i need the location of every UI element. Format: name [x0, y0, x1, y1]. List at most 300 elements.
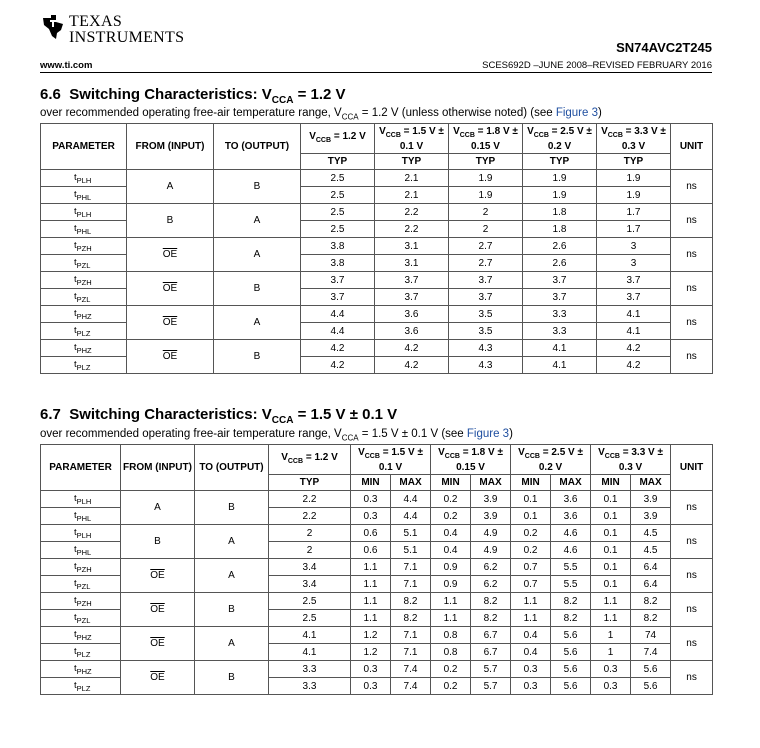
col-vccb-1	[301, 124, 375, 154]
param-symbol: t	[74, 290, 77, 302]
document-id: SCES692D –JUNE 2008–REVISED FEBRUARY 2016	[482, 60, 712, 71]
col-parameter: PARAMETER	[41, 445, 121, 491]
value-cell: 2	[269, 525, 351, 542]
param-symbol: t	[74, 560, 77, 572]
value-cell: 0.3	[351, 678, 391, 695]
param-subscript: PLZ	[76, 328, 91, 338]
unit-cell: ns	[671, 306, 713, 340]
value-cell: 5.6	[631, 678, 671, 695]
value-cell: 1.1	[431, 610, 471, 627]
value-cell: 4.1	[523, 340, 597, 357]
value-cell: 5.6	[631, 661, 671, 678]
unit-cell: ns	[671, 661, 713, 695]
value-cell: 6.7	[471, 627, 511, 644]
value-cell: 0.3	[511, 678, 551, 695]
value-cell: 3.4	[269, 559, 351, 576]
param-symbol: t	[74, 171, 77, 183]
unit-cell: ns	[671, 238, 713, 272]
to-cell: A	[195, 525, 269, 559]
col-typ: TYP	[449, 154, 523, 170]
brand-line2: INSTRUMENTS	[69, 29, 185, 46]
vccb-value: = 3.3 V ± 0.3 V	[621, 125, 666, 152]
to-cell: A	[214, 306, 301, 340]
value-cell: 2	[449, 204, 523, 221]
title-suffix: = 1.2 V	[293, 86, 346, 103]
from-value: B	[166, 215, 174, 226]
param-cell	[41, 610, 121, 627]
value-cell: 4.6	[551, 525, 591, 542]
value-cell: 1.9	[523, 170, 597, 187]
param-symbol: t	[74, 594, 77, 606]
desc-close: )	[598, 107, 602, 119]
value-cell: 0.1	[511, 508, 551, 525]
value-cell: 0.1	[591, 559, 631, 576]
value-cell: 0.9	[431, 576, 471, 593]
value-cell: 2.1	[375, 170, 449, 187]
unit-cell: ns	[671, 627, 713, 661]
value-cell: 4.2	[301, 357, 375, 374]
value-cell: 3	[597, 238, 671, 255]
vccb-symbol: V	[379, 125, 386, 137]
value-cell: 2.2	[375, 204, 449, 221]
value-cell: 5.1	[391, 525, 431, 542]
from-value: A	[166, 181, 174, 192]
param-cell	[41, 542, 121, 559]
param-subscript: PHZ	[76, 666, 92, 676]
value-cell: 0.1	[591, 525, 631, 542]
unit-cell: ns	[671, 272, 713, 306]
section-6-7-title	[40, 406, 397, 426]
value-cell: 0.1	[591, 508, 631, 525]
value-cell: 3.9	[471, 508, 511, 525]
param-cell	[41, 525, 121, 542]
desc-suffix: = 1.2 V (unless otherwise noted) (see	[358, 107, 556, 119]
value-cell: 3.8	[301, 255, 375, 272]
col-vccb-4	[523, 124, 597, 154]
table-row	[41, 306, 713, 323]
value-cell: 0.7	[511, 559, 551, 576]
value-cell: 4.9	[471, 542, 511, 559]
value-cell: 4.2	[301, 340, 375, 357]
param-subscript: PHZ	[76, 311, 92, 321]
from-value: $\overline{OE}$	[162, 351, 178, 362]
from-cell	[127, 340, 214, 374]
vccb-subscript: CCB	[524, 452, 540, 460]
value-cell: 1.9	[597, 170, 671, 187]
value-cell: 8.2	[471, 610, 511, 627]
col-vccb-2	[351, 445, 431, 475]
value-cell: 2.7	[449, 255, 523, 272]
col-max: MAX	[631, 475, 671, 491]
param-symbol: t	[74, 628, 77, 640]
vccb-symbol: V	[598, 446, 605, 458]
value-cell: 4.2	[597, 340, 671, 357]
col-typ: TYP	[269, 475, 351, 491]
vccb-symbol: V	[358, 446, 365, 458]
desc-suffix: = 1.5 V ± 0.1 V (see	[358, 428, 467, 440]
param-symbol: t	[74, 307, 77, 319]
value-cell: 0.6	[351, 542, 391, 559]
value-cell: 6.4	[631, 559, 671, 576]
value-cell: 3.7	[301, 289, 375, 306]
vccb-value: = 2.5 V ± 0.2 V	[538, 446, 583, 473]
param-cell	[41, 238, 127, 255]
value-cell: 0.3	[351, 508, 391, 525]
table-row	[41, 238, 713, 255]
param-symbol: t	[74, 239, 77, 251]
col-parameter: PARAMETER	[41, 124, 127, 170]
vccb-subscript: CCB	[604, 452, 620, 460]
param-symbol: t	[74, 577, 77, 589]
param-subscript: PLZ	[76, 649, 91, 659]
value-cell: 8.2	[631, 610, 671, 627]
col-to: TO (OUTPUT)	[214, 124, 301, 170]
value-cell: 0.4	[511, 627, 551, 644]
value-cell: 1.7	[597, 221, 671, 238]
value-cell: 1.1	[511, 610, 551, 627]
from-cell	[121, 661, 195, 695]
vccb-symbol: V	[281, 452, 288, 463]
value-cell: 0.3	[511, 661, 551, 678]
value-cell: 0.2	[431, 508, 471, 525]
value-cell: 3.3	[269, 661, 351, 678]
vccb-symbol: V	[601, 125, 608, 137]
value-cell: 1.1	[351, 593, 391, 610]
from-value: B	[154, 536, 161, 547]
title-sub: CCA	[271, 95, 294, 106]
col-vccb-4	[511, 445, 591, 475]
value-cell: 1	[591, 644, 631, 661]
vccb-subscript: CCB	[444, 452, 460, 460]
param-subscript: PLZ	[76, 362, 91, 372]
param-cell	[41, 508, 121, 525]
param-cell	[41, 559, 121, 576]
from-value: $\overline{OE}$	[162, 283, 178, 294]
value-cell: 7.4	[631, 644, 671, 661]
value-cell: 1.8	[523, 221, 597, 238]
table-row	[41, 559, 713, 576]
param-symbol: t	[74, 526, 77, 538]
value-cell: 4.2	[375, 357, 449, 374]
value-cell: 0.2	[511, 542, 551, 559]
value-cell: 0.4	[431, 525, 471, 542]
vccb-symbol: V	[518, 446, 525, 458]
param-symbol: t	[74, 543, 77, 555]
param-symbol: t	[74, 341, 77, 353]
param-subscript: PLH	[76, 175, 92, 185]
value-cell: 0.3	[591, 678, 631, 695]
vccb-subscript: CCB	[315, 137, 332, 144]
param-cell	[41, 678, 121, 695]
vccb-value: = 1.8 V ± 0.15 V	[456, 446, 503, 473]
value-cell: 2	[449, 221, 523, 238]
col-max: MAX	[471, 475, 511, 491]
value-cell: 1	[591, 627, 631, 644]
from-value: $\overline{OE}$	[162, 317, 178, 328]
vccb-subscript: CCB	[287, 458, 304, 465]
table-row	[41, 272, 713, 289]
value-cell: 3.7	[375, 272, 449, 289]
vccb-value: = 1.5 V ± 0.1 V	[399, 125, 444, 152]
param-symbol: t	[74, 492, 77, 504]
value-cell: 3.1	[375, 238, 449, 255]
table-row	[41, 204, 713, 221]
vccb-symbol: V	[453, 125, 460, 137]
value-cell: 3.5	[449, 323, 523, 340]
value-cell: 3.7	[449, 272, 523, 289]
param-subscript: PLZ	[76, 683, 91, 693]
param-subscript: PHL	[76, 513, 92, 523]
value-cell: 0.2	[431, 678, 471, 695]
value-cell: 4.1	[597, 306, 671, 323]
param-cell	[41, 627, 121, 644]
to-cell: B	[214, 340, 301, 374]
value-cell: 1.9	[449, 187, 523, 204]
param-subscript: PZL	[76, 260, 91, 270]
vccb-subscript: CCB	[459, 131, 475, 139]
from-value: $\overline{OE}$	[150, 604, 165, 615]
param-cell	[41, 272, 127, 289]
from-cell	[121, 627, 195, 661]
to-cell: B	[195, 491, 269, 525]
value-cell: 3.7	[597, 289, 671, 306]
unit-cell: ns	[671, 340, 713, 374]
section-6-6-description	[40, 107, 602, 121]
value-cell: 0.4	[511, 644, 551, 661]
from-cell	[127, 238, 214, 272]
param-subscript: PHL	[76, 192, 92, 202]
value-cell: 5.7	[471, 678, 511, 695]
value-cell: 4.4	[301, 306, 375, 323]
value-cell: 0.1	[591, 542, 631, 559]
value-cell: 5.6	[551, 678, 591, 695]
from-value: A	[154, 502, 161, 513]
param-symbol: t	[74, 205, 77, 217]
value-cell: 0.7	[511, 576, 551, 593]
title-text: Switching Characteristics: V	[69, 406, 272, 423]
param-symbol: t	[74, 509, 77, 521]
value-cell: 4.5	[631, 542, 671, 559]
from-cell	[121, 593, 195, 627]
value-cell: 4.4	[391, 508, 431, 525]
switching-table-6-7	[40, 444, 713, 695]
desc-text: over recommended operating free-air temperature range, V	[40, 428, 342, 440]
param-subscript: PHL	[76, 547, 92, 557]
value-cell: 3.7	[597, 272, 671, 289]
from-cell	[121, 525, 195, 559]
col-from: FROM (INPUT)	[127, 124, 214, 170]
col-vccb-2	[375, 124, 449, 154]
unit-cell: ns	[671, 525, 713, 559]
param-subscript: PZL	[76, 615, 91, 625]
col-max: MAX	[551, 475, 591, 491]
param-subscript: PHZ	[76, 632, 92, 642]
col-min: MIN	[511, 475, 551, 491]
col-min: MIN	[591, 475, 631, 491]
param-subscript: PZH	[76, 243, 92, 253]
col-vccb-3	[431, 445, 511, 475]
table-row	[41, 661, 713, 678]
value-cell: 2.2	[375, 221, 449, 238]
param-subscript: PLH	[76, 209, 92, 219]
value-cell: 6.2	[471, 559, 511, 576]
param-cell	[41, 644, 121, 661]
value-cell: 2.6	[523, 255, 597, 272]
vccb-subscript: CCB	[533, 131, 549, 139]
value-cell: 2.5	[269, 610, 351, 627]
value-cell: 0.3	[591, 661, 631, 678]
to-cell: A	[214, 204, 301, 238]
from-cell	[127, 170, 214, 204]
to-cell: A	[195, 627, 269, 661]
col-vccb-1	[269, 445, 351, 475]
unit-cell: ns	[671, 491, 713, 525]
col-vccb-5	[591, 445, 671, 475]
value-cell: 3.7	[523, 272, 597, 289]
value-cell: 0.2	[431, 661, 471, 678]
title-sub: CCA	[271, 415, 294, 426]
value-cell: 4.6	[551, 542, 591, 559]
value-cell: 5.6	[551, 644, 591, 661]
table-row	[41, 627, 713, 644]
param-symbol: t	[74, 611, 77, 623]
param-symbol: t	[74, 324, 77, 336]
value-cell: 5.6	[551, 627, 591, 644]
value-cell: 3.3	[523, 323, 597, 340]
vccb-subscript: CCB	[385, 131, 401, 139]
value-cell: 6.2	[471, 576, 511, 593]
param-cell	[41, 340, 127, 357]
value-cell: 3.9	[631, 491, 671, 508]
value-cell: 1.9	[449, 170, 523, 187]
col-typ: TYP	[301, 154, 375, 170]
value-cell: 7.1	[391, 644, 431, 661]
value-cell: 1.7	[597, 204, 671, 221]
value-cell: 0.3	[351, 661, 391, 678]
value-cell: 3.7	[375, 289, 449, 306]
desc-sub: CCA	[341, 433, 359, 443]
value-cell: 2.5	[269, 593, 351, 610]
value-cell: 2	[269, 542, 351, 559]
value-cell: 3.5	[449, 306, 523, 323]
value-cell: 3.4	[269, 576, 351, 593]
value-cell: 4.2	[597, 357, 671, 374]
value-cell: 8.2	[471, 593, 511, 610]
to-cell: B	[195, 661, 269, 695]
value-cell: 5.5	[551, 559, 591, 576]
value-cell: 0.1	[511, 491, 551, 508]
value-cell: 74	[631, 627, 671, 644]
param-cell	[41, 576, 121, 593]
value-cell: 8.2	[391, 593, 431, 610]
param-subscript: PZH	[76, 598, 92, 608]
title-text: Switching Characteristics: V	[69, 86, 272, 103]
value-cell: 0.1	[591, 491, 631, 508]
value-cell: 5.6	[551, 661, 591, 678]
value-cell: 1.1	[351, 576, 391, 593]
param-symbol: t	[74, 256, 77, 268]
value-cell: 1.1	[431, 593, 471, 610]
param-symbol: t	[74, 358, 77, 370]
value-cell: 3.9	[471, 491, 511, 508]
website-link[interactable]: www.ti.com	[40, 60, 93, 71]
param-subscript: PZH	[76, 564, 92, 574]
param-symbol: t	[74, 222, 77, 234]
value-cell: 7.4	[391, 678, 431, 695]
ti-wordmark	[69, 14, 184, 46]
param-cell	[41, 255, 127, 272]
value-cell: 3.3	[269, 678, 351, 695]
table-row	[41, 525, 713, 542]
value-cell: 5.5	[551, 576, 591, 593]
from-cell	[127, 204, 214, 238]
unit-cell: ns	[671, 559, 713, 593]
value-cell: 3.1	[375, 255, 449, 272]
value-cell: 7.1	[391, 559, 431, 576]
value-cell: 0.9	[431, 559, 471, 576]
value-cell: 3.7	[449, 289, 523, 306]
param-cell	[41, 170, 127, 187]
from-cell	[127, 306, 214, 340]
value-cell: 1.2	[351, 644, 391, 661]
unit-cell: ns	[671, 170, 713, 204]
value-cell: 3.6	[375, 306, 449, 323]
page-header	[40, 14, 712, 74]
value-cell: 1.1	[351, 559, 391, 576]
section-6-7-description	[40, 428, 513, 442]
value-cell: 4.1	[597, 323, 671, 340]
value-cell: 5.1	[391, 542, 431, 559]
value-cell: 5.7	[471, 661, 511, 678]
param-symbol: t	[74, 679, 77, 691]
param-cell	[41, 491, 121, 508]
value-cell: 3.7	[301, 272, 375, 289]
value-cell: 0.3	[351, 491, 391, 508]
value-cell: 3	[597, 255, 671, 272]
brand-line1: TEXAS	[69, 13, 123, 30]
value-cell: 2.5	[301, 187, 375, 204]
param-cell	[41, 187, 127, 204]
from-value: $\overline{OE}$	[150, 570, 165, 581]
value-cell: 1.1	[511, 593, 551, 610]
ti-logo[interactable]	[40, 14, 184, 46]
from-cell	[121, 491, 195, 525]
value-cell: 4.2	[375, 340, 449, 357]
param-symbol: t	[74, 662, 77, 674]
value-cell: 2.7	[449, 238, 523, 255]
figure-3-link[interactable]: Figure 3	[466, 428, 510, 440]
value-cell: 4.1	[269, 644, 351, 661]
figure-3-link[interactable]: Figure 3	[555, 107, 598, 119]
value-cell: 0.2	[431, 491, 471, 508]
vccb-value: = 1.2 V	[303, 452, 338, 463]
section-6-6-title	[40, 86, 346, 106]
vccb-symbol: V	[438, 446, 445, 458]
value-cell: 4.9	[471, 525, 511, 542]
value-cell: 1.9	[597, 187, 671, 204]
value-cell: 8.2	[631, 593, 671, 610]
value-cell: 2.5	[301, 170, 375, 187]
to-cell: B	[195, 593, 269, 627]
param-cell	[41, 357, 127, 374]
value-cell: 0.1	[591, 576, 631, 593]
value-cell: 4.5	[631, 525, 671, 542]
vccb-subscript: CCB	[364, 452, 380, 460]
value-cell: 0.8	[431, 627, 471, 644]
unit-cell: ns	[671, 204, 713, 238]
value-cell: 8.2	[391, 610, 431, 627]
value-cell: 6.4	[631, 576, 671, 593]
